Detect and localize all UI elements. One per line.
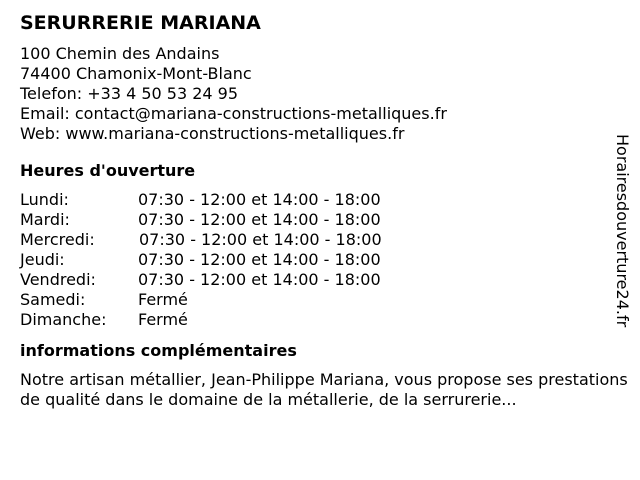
address-street: 100 Chemin des Andains [20,44,220,63]
website-url: Web: www.mariana-constructions-metalliques.fr [20,124,405,143]
info-description: Notre artisan métallier, Jean-Philippe Mariana, vous propose ses prestations de qualité dans le domaine de la métallerie, de la serrurerie... [20,370,628,409]
hours-row-friday [20,270,620,290]
email-address: Email: contact@mariana-constructions-metalliques.fr [20,104,447,123]
time-value: 07:30 - 12:00 et 14:00 - 18:00 [139,230,382,249]
address-city: 74400 Chamonix-Mont-Blanc [20,64,252,83]
time-value: 07:30 - 12:00 et 14:00 - 18:00 [138,250,381,269]
time-value: Fermé [138,310,188,329]
time-value: 07:30 - 12:00 et 14:00 - 18:00 [138,210,381,229]
hours-row-monday [20,190,620,210]
day-label: Mardi: [20,210,70,229]
time-value: 07:30 - 12:00 et 14:00 - 18:00 [138,270,381,289]
day-label: Dimanche: [20,310,107,329]
time-value: Fermé [138,290,188,309]
day-label: Vendredi: [20,270,96,289]
hours-row-saturday [20,290,620,310]
hours-row-tuesday [20,210,620,230]
business-name: SERURRERIE MARIANA [20,12,261,34]
hours-row-thursday [20,250,620,270]
hours-heading: Heures d'ouverture [20,161,196,180]
day-label: Mercredi: [20,230,95,249]
phone-number: Telefon: +33 4 50 53 24 95 [20,84,239,103]
hours-row-sunday [20,310,620,330]
day-label: Samedi: [20,290,86,309]
hours-table [20,190,620,330]
site-watermark: Horairesdouverture24.fr [613,134,632,328]
time-value: 07:30 - 12:00 et 14:00 - 18:00 [138,190,381,209]
contact-block [20,44,620,144]
day-label: Jeudi: [20,250,65,269]
info-heading: informations complémentaires [20,341,297,360]
hours-row-wednesday [20,230,620,250]
day-label: Lundi: [20,190,69,209]
